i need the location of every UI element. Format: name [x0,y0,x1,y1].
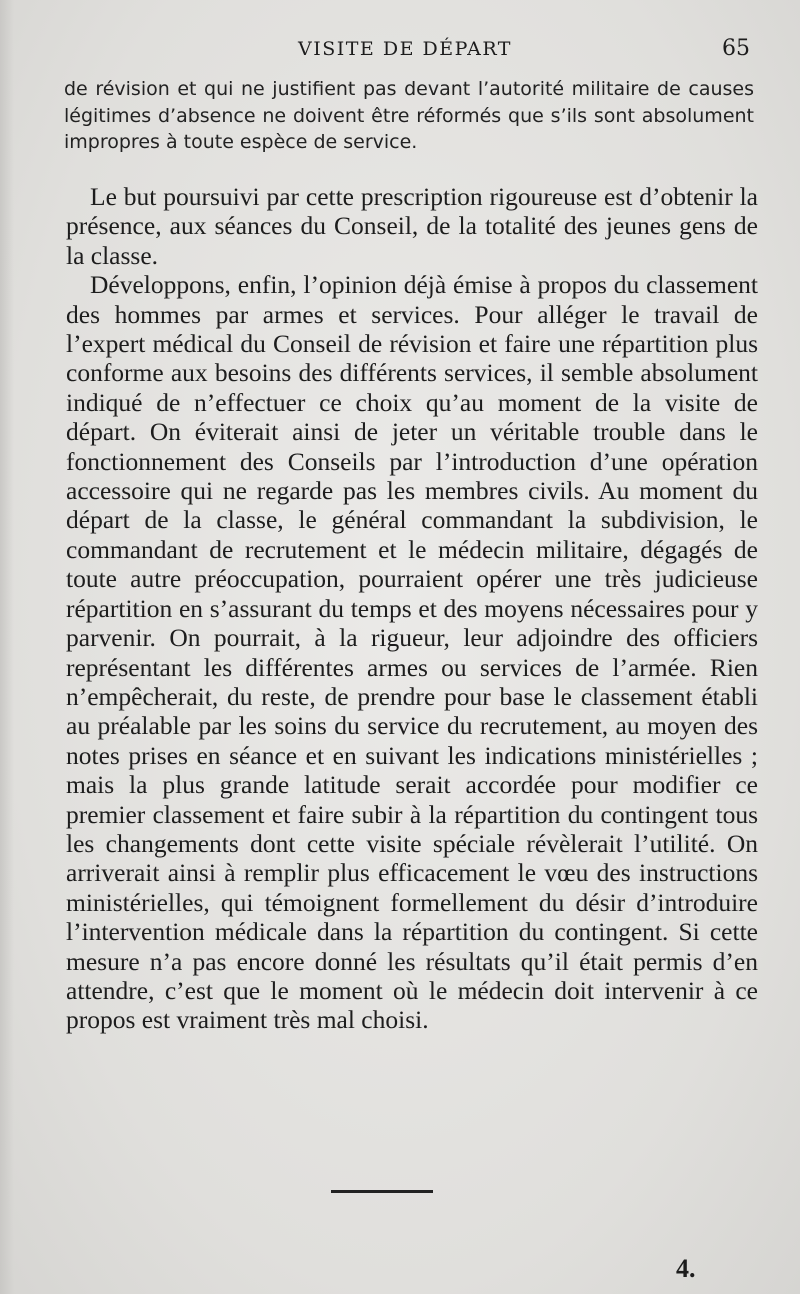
paragraph: Développons, enfin, l’opinion déjà émise à propos du classement des hommes par armes et services. Pour alléger le travail de l’expert médical du Conseil de révision et faire une répartition plus conforme aux besoins des différents services, il semble absolument indiqué de n’effectuer ce choix qu’au moment de la visite de départ. On éviterait ainsi de jeter un véritable trouble dans le fonctionnement des Conseils par l’introduction d’une opération accessoire qui ne regarde pas les membres civils. Au moment du départ de la classe, le général commandant la subdivision, le commandant de recrutement et le médecin militaire, dégagés de toute autre préoccupation, pourraient opérer une très judicieuse répartition en s’assurant du temps et des moyens nécessaires pour y parvenir. On pourrait, à la rigueur, leur adjoindre des officiers représentant les différentes armes ou services de l’armée. Rien n’empêcherait, du reste, de prendre pour base le classement établi au préalable par les soins du service du recrutement, au moyen des notes prises en séance et en suivant les indications ministérielles ; mais la plus grande latitude serait accordée pour modifier ce premier classement et faire subir à la répartition du contingent tous les changements dont cette visite spéciale révèlerait l’utilité. On arriverait ainsi à remplir plus efficacement le vœu des instructions ministérielles, qui témoignent formellement du désir d’introduire l’intervention médicale dans la répartition du contingent. Si cette mesure n’a pas encore donné les résultats qu’il était permis d’en attendre, c’est que le moment où le médecin doit intervenir à ce propos est vraiment très mal choisi. [66,270,758,1035]
running-head [0,38,800,66]
page-gutter-shadow [0,0,14,1294]
paragraph: Le but poursuivi par cette prescription rigoureuse est d’obtenir la présence, aux séances du Conseil, de la totalité des jeunes gens de la classe. [66,182,758,270]
section-end-rule [331,1190,433,1193]
continuation-paragraph: de révision et qui ne justifient pas devant l’autorité militaire de causes légitimes d’absence ne doivent être réformés que s’ils sont absolument impropres à toute espèce de service. [64,78,754,153]
continuation-text [64,76,754,156]
main-text [66,182,758,1035]
signature-mark: 4. [676,1254,696,1283]
running-title: VISITE DE DÉPART [298,38,512,60]
page-number: 65 [722,36,750,61]
